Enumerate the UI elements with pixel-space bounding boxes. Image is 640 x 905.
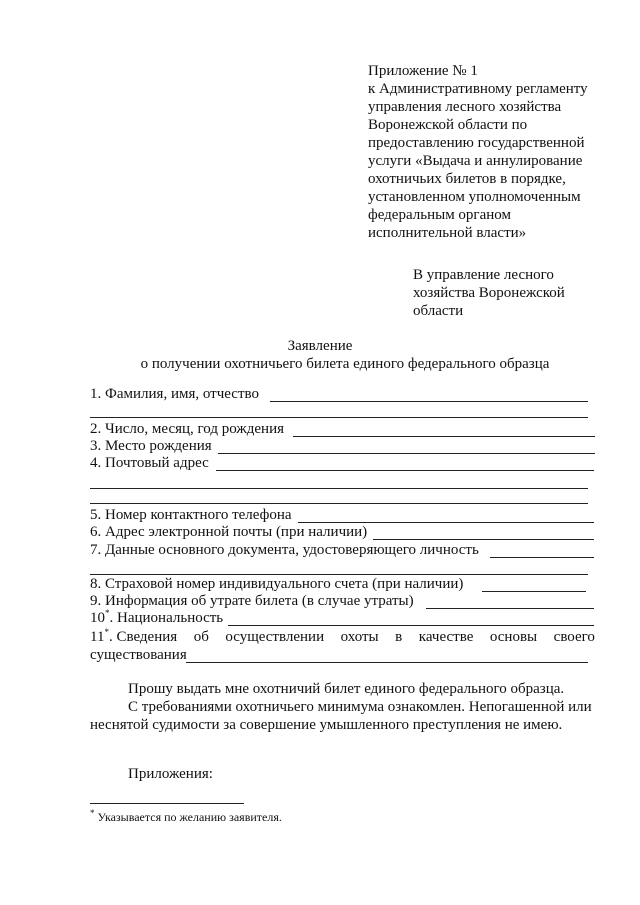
- appendix-line: Приложение № 1: [368, 63, 478, 79]
- postal-address-input-line[interactable]: [216, 470, 594, 471]
- attachments-label: Приложения:: [128, 766, 213, 782]
- addressee-line: области: [413, 303, 464, 319]
- nationality-input-line[interactable]: [228, 625, 594, 626]
- appendix-line: Воронежской области по: [368, 117, 528, 133]
- field-label-ticket-loss: 9. Информация об утрате билета (в случае утраты): [90, 593, 414, 609]
- email-input-line[interactable]: [373, 539, 594, 540]
- field-label-postal-address: 4. Почтовый адрес: [90, 455, 209, 471]
- appendix-line: к Административному регламенту: [368, 81, 588, 97]
- postal-address-continuation-line[interactable]: [90, 488, 588, 489]
- field-label-email: 6. Адрес электронной почты (при наличии): [90, 524, 368, 540]
- footnote-text: Указывается по желанию заявителя.: [94, 810, 282, 824]
- appendix-line: управления лесного хозяйства: [368, 99, 562, 115]
- field-label-identity-document: 7. Данные основного документа, удостоверяющего личность: [90, 542, 479, 558]
- appendix-line: установленном уполномоченным: [368, 189, 581, 205]
- appendix-line: федеральным органом: [368, 207, 511, 223]
- appendix-line: охотничьих билетов в порядке,: [368, 171, 566, 187]
- identity-document-input-line[interactable]: [490, 557, 594, 558]
- footnote-mark: *: [90, 808, 95, 818]
- field-label-full-name: 1. Фамилия, имя, отчество: [90, 386, 259, 402]
- appendix-line: предоставлению государственной: [368, 135, 585, 151]
- field-label-birth-place: 3. Место рождения: [90, 438, 212, 454]
- appendix-line: исполнительной власти»: [368, 225, 527, 241]
- acknowledgement-line-1: С требованиями охотничьего минимума ознакомлен. Непогашенной или: [128, 699, 592, 715]
- asterisk-mark: *: [105, 608, 110, 618]
- acknowledgement-line-2: неснятой судимости за совершение умышленного преступления не имею.: [90, 717, 563, 733]
- insurance-number-input-line[interactable]: [482, 591, 586, 592]
- birth-place-input-line[interactable]: [218, 453, 595, 454]
- field-11-word: охоты: [340, 629, 379, 645]
- field-label-birth-date: 2. Число, месяц, год рождения: [90, 421, 284, 437]
- field-label-insurance-number: 8. Страховой номер индивидуального счета (при наличии): [90, 576, 464, 592]
- appendix-line: услуги «Выдача и аннулирование: [368, 153, 583, 169]
- request-paragraph: Прошу выдать мне охотничий билет единого федерального образца.: [128, 681, 565, 697]
- hunting-livelihood-input-line[interactable]: [186, 662, 588, 663]
- addressee-line: хозяйства Воронежской: [413, 285, 565, 301]
- postal-address-continuation-line[interactable]: [90, 503, 588, 504]
- birth-date-input-line[interactable]: [293, 436, 595, 437]
- field-11-word: своего: [553, 629, 595, 645]
- addressee-line: В управление лесного: [413, 267, 554, 283]
- footnote-separator: [90, 803, 244, 804]
- field-11-word: осуществлении: [225, 629, 325, 645]
- field-label-hunting-livelihood: [90, 628, 595, 646]
- full-name-continuation-line[interactable]: [90, 417, 588, 418]
- field-label-phone: 5. Номер контактного телефона: [90, 507, 292, 523]
- full-name-input-line[interactable]: [270, 401, 588, 402]
- document-title: Заявление: [287, 338, 353, 354]
- field-11-word: основы: [489, 629, 538, 645]
- ticket-loss-input-line[interactable]: [426, 608, 594, 609]
- footnote: [90, 808, 282, 826]
- field-label-nationality: 10*. Национальность: [90, 608, 224, 626]
- field-11-word: 11*. Сведения: [90, 627, 178, 645]
- field-11-word: об: [193, 629, 209, 645]
- asterisk-mark: *: [104, 627, 109, 637]
- field-11-word: в: [395, 629, 403, 645]
- field-11-word: качестве: [418, 629, 474, 645]
- document-subtitle: о получении охотничьего билета единого федерального образца: [140, 356, 550, 372]
- field-label-hunting-livelihood-cont: существования: [90, 647, 187, 663]
